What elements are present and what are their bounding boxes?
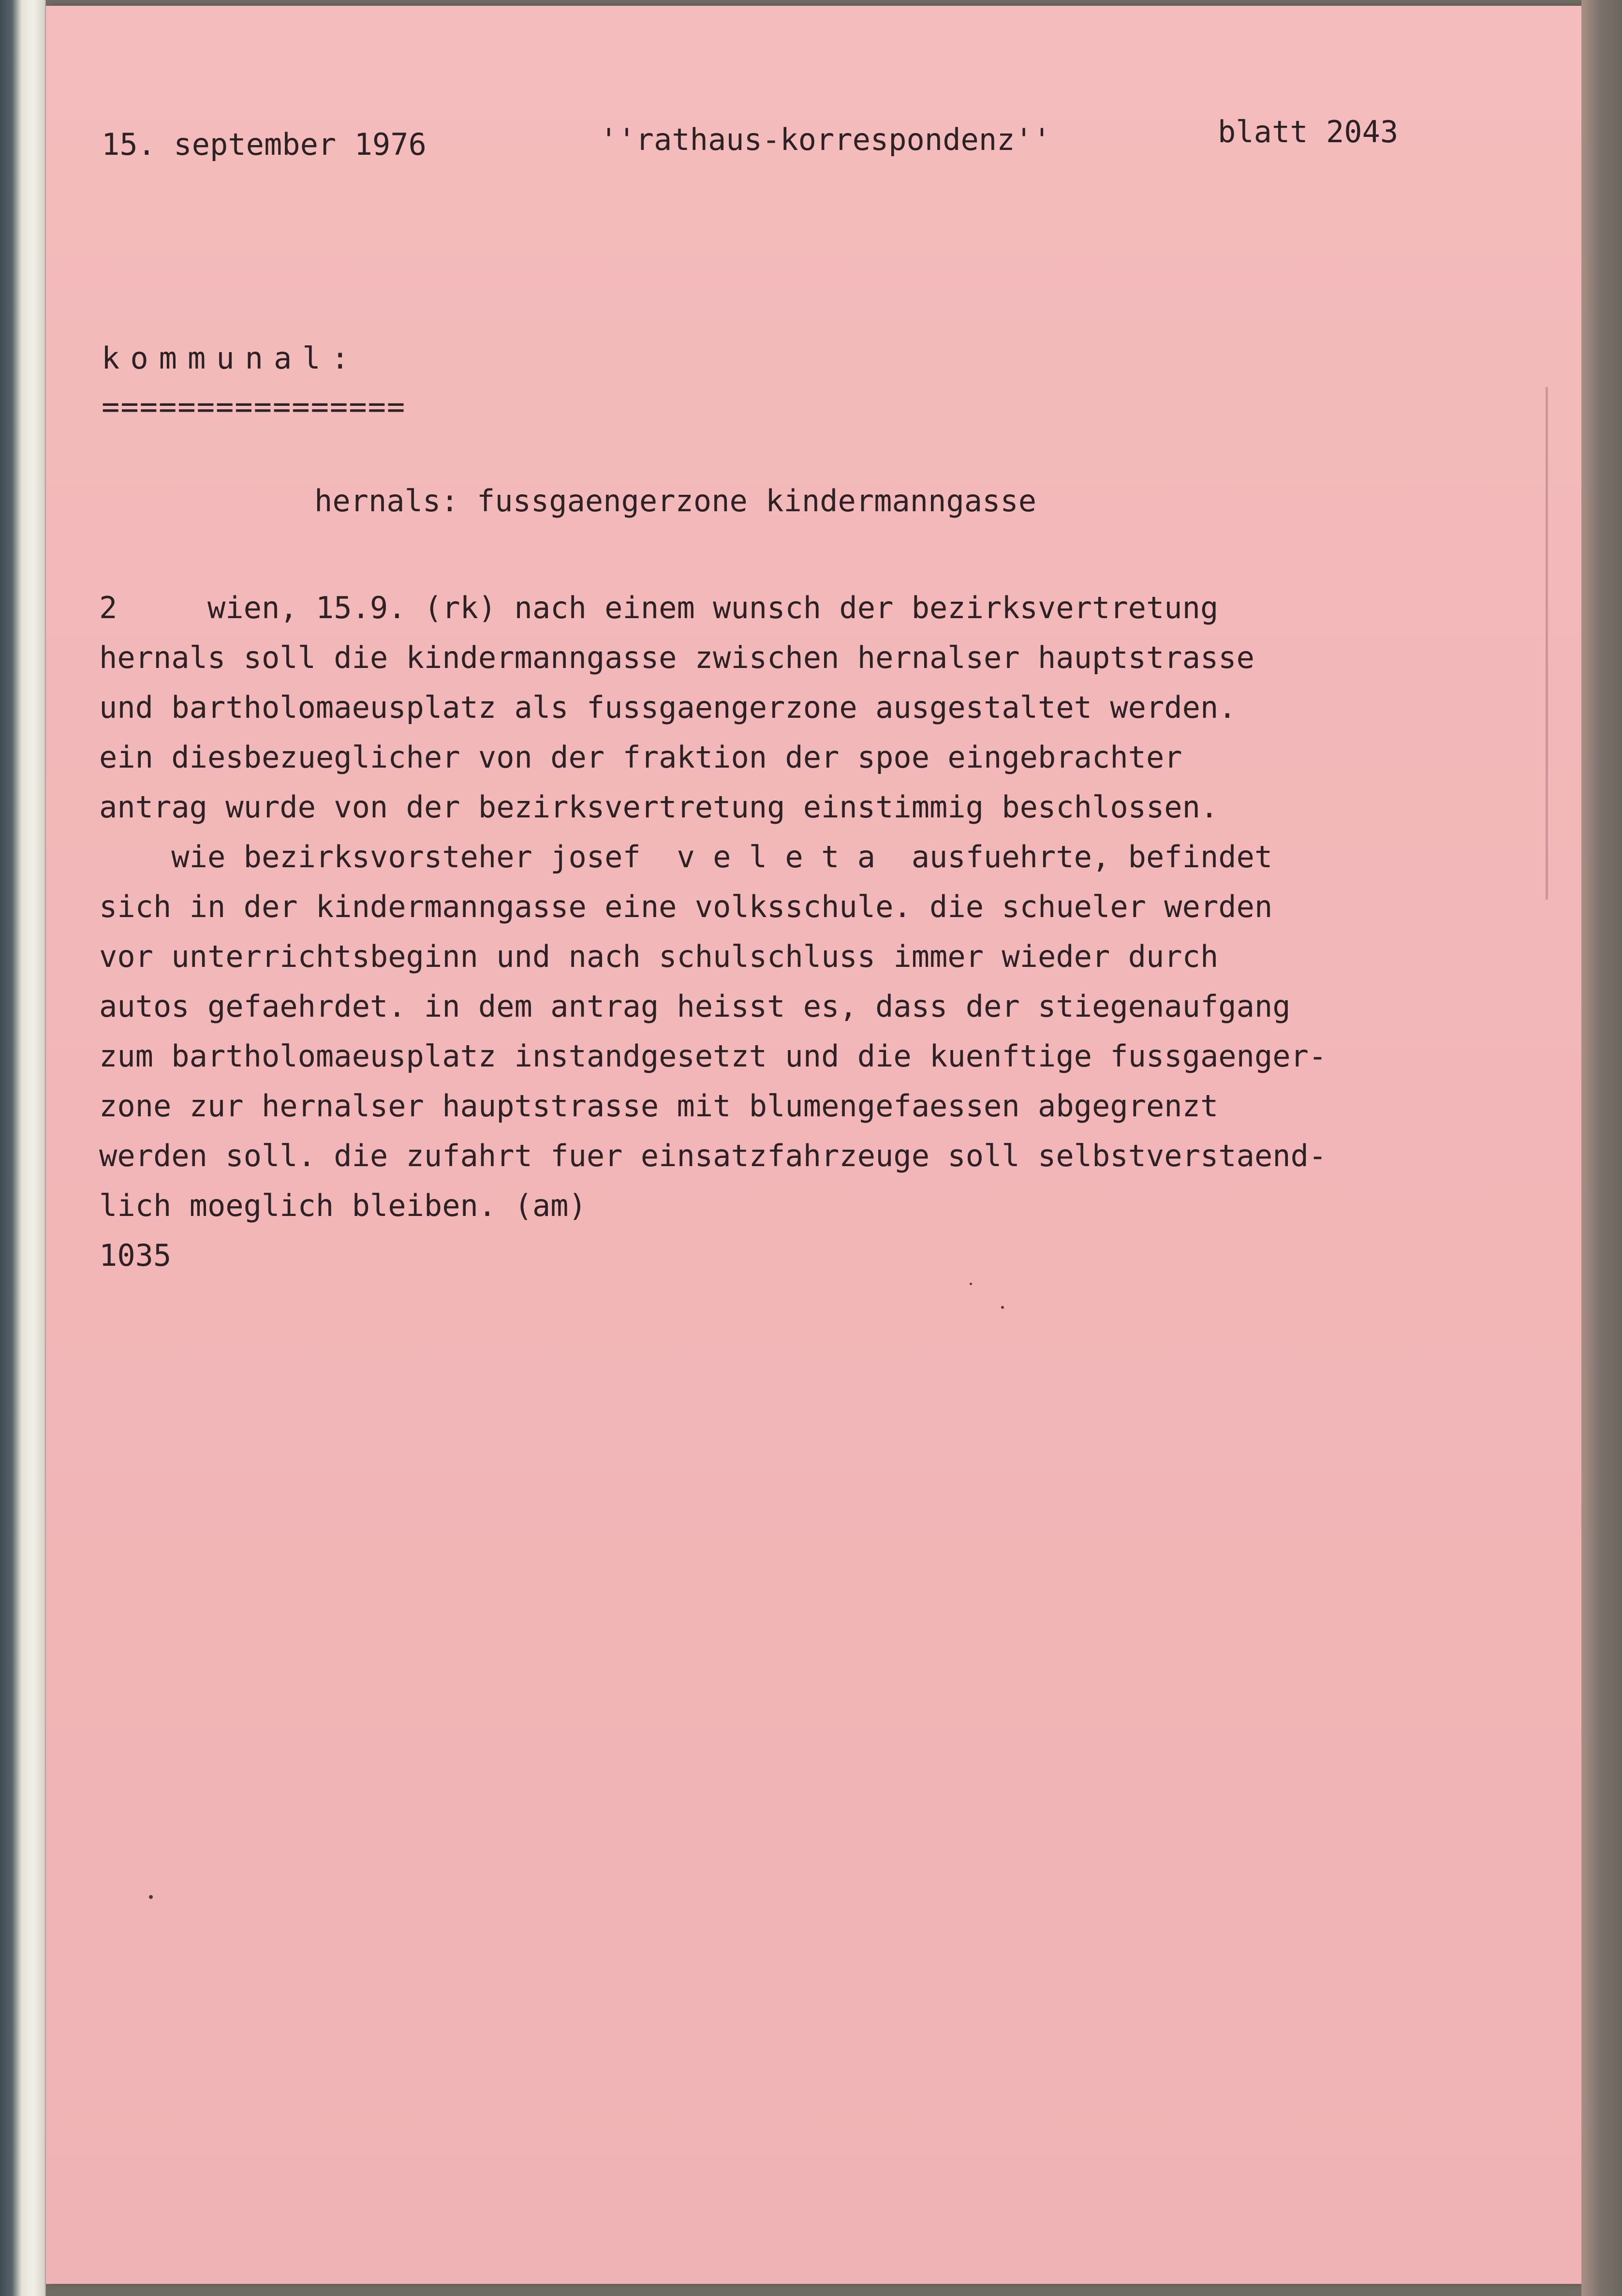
margin-mark [1546,387,1548,900]
paper-speck [1001,1306,1004,1309]
section-underline: ================ [102,389,406,424]
section-label: kommunal: [102,341,360,376]
body-line: 2 wien, 15.9. (rk) nach einem wunsch der bezirksvertretung [99,590,1219,625]
body-line: autos gefaehrdet. in dem antrag heisst es, dass der stiegenaufgang [99,989,1291,1024]
body-line: 1035 [99,1238,172,1273]
body-line: werden soll. die zufahrt fuer einsatzfahrzeuge soll selbstverstaend- [99,1138,1327,1173]
body-line: vor unterrichtsbeginn und nach schulschluss immer wieder durch [99,939,1219,974]
header-date: 15. september 1976 [102,127,427,162]
body-line: lich moeglich bleiben. (am) [99,1188,587,1223]
article-headline: hernals: fussgaengerzone kindermanngasse [314,483,1037,518]
paper-speck [970,1283,972,1285]
body-line: antrag wurde von der bezirksvertretung einstimmig beschlossen. [99,789,1219,825]
body-line: und bartholomaeusplatz als fussgaengerzone ausgestaltet werden. [99,690,1237,725]
body-line: ein diesbezueglicher von der fraktion der spoe eingebrachter [99,740,1182,775]
paper-speck [149,1895,153,1899]
header-publication: ''rathaus-korrespondenz'' [600,122,1051,157]
header-page-number: blatt 2043 [1218,114,1399,149]
binder-edge [0,0,46,2296]
body-line: zum bartholomaeusplatz instandgesetzt und die kuenftige fussgaenger- [99,1038,1327,1074]
body-line: hernals soll die kindermanngasse zwischen hernalser hauptstrasse [99,640,1254,675]
article-body [99,583,1502,1280]
page-edge-shadow [1581,0,1622,2296]
body-line: wie bezirksvorsteher josef v e l e t a ausfuehrte, befindet [99,839,1273,874]
body-line: sich in der kindermanngasse eine volksschule. die schueler werden [99,889,1273,924]
body-line: zone zur hernalser hauptstrasse mit blumengefaessen abgegrenzt [99,1088,1219,1124]
